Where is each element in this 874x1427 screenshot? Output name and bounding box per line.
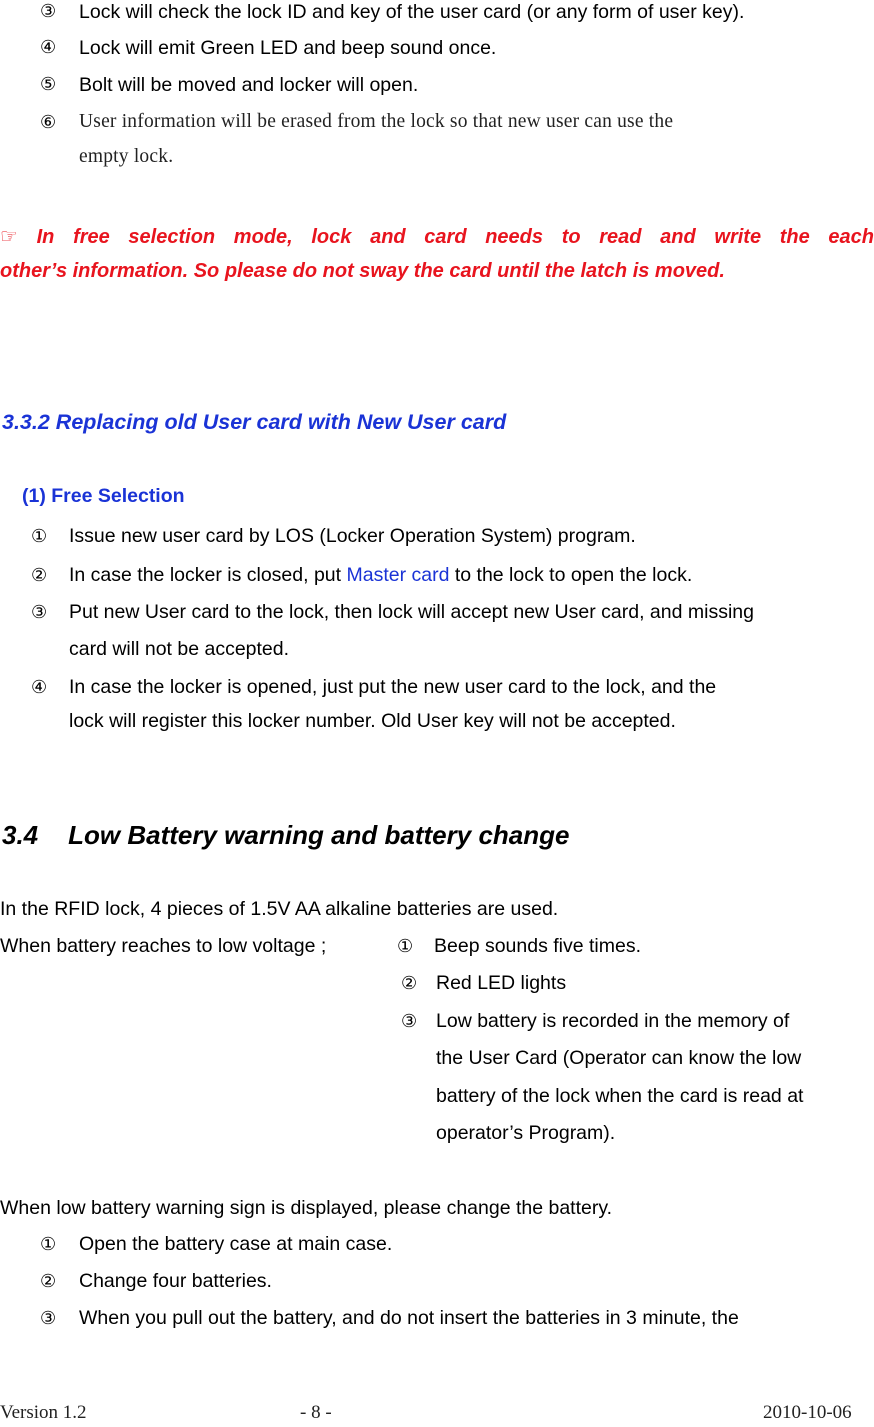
paragraph: In the RFID lock, 4 pieces of 1.5V AA alkaline batteries are used. (0, 898, 559, 920)
paragraph: When low battery warning sign is displayed, please change the battery. (0, 1197, 613, 1219)
list-item-text-continued: battery of the lock when the card is read at (436, 1085, 804, 1107)
list-item-text-continued: card will not be accepted. (69, 638, 290, 660)
section-heading-3-4 (2, 820, 569, 851)
list-item-text: Red LED lights (436, 972, 567, 994)
list-item-text: Issue new user card by LOS (Locker Operation System) program. (69, 525, 636, 547)
list-marker: ① (40, 1234, 57, 1255)
list-item-text-continued: operator’s Program). (436, 1122, 616, 1144)
list-item-text: Bolt will be moved and locker will open. (79, 74, 419, 96)
list-item-text: Lock will check the lock ID and key of the user card (or any form of user key). (79, 1, 745, 23)
pointing-hand-icon: ☞ (0, 224, 18, 248)
list-marker: ① (31, 526, 48, 547)
list-marker: ④ (31, 677, 48, 698)
list-marker: ② (401, 973, 418, 994)
list-item-text: In case the locker is closed, put Master card to the lock to open the lock. (69, 564, 693, 586)
list-marker: ⑤ (40, 74, 57, 95)
list-item-text: Lock will emit Green LED and beep sound once. (79, 37, 497, 59)
list-marker: ③ (40, 1308, 57, 1329)
list-marker: ⑥ (40, 112, 57, 133)
list-item-text: Put new User card to the lock, then lock will accept new User card, and missing (69, 601, 754, 623)
list-marker: ② (31, 565, 48, 586)
footer-date: 2010-10-06 (763, 1402, 852, 1423)
note-line-2: other’s information. So please do not sway the card until the latch is moved. (0, 260, 725, 282)
paragraph: When battery reaches to low voltage ; (0, 935, 327, 957)
section-number: 3.4 (2, 820, 39, 850)
list-marker: ① (397, 936, 414, 957)
list-item-text: Beep sounds five times. (434, 935, 642, 957)
list-marker: ③ (401, 1011, 418, 1032)
list-item-text-continued: lock will register this locker number. Old User key will not be accepted. (69, 710, 676, 732)
list-item-text: Low battery is recorded in the memory of (436, 1010, 790, 1032)
footer-version: Version 1.2 (0, 1402, 87, 1423)
list-item-text-continued: empty lock. (79, 146, 174, 167)
list-marker: ③ (40, 1, 57, 22)
note-line-1 (0, 224, 874, 249)
master-card-highlight: Master card (346, 564, 450, 586)
list-marker: ③ (31, 602, 48, 623)
list-marker: ④ (40, 37, 57, 58)
subsection-heading-free-selection: (1) Free Selection (22, 485, 185, 507)
list-item-text: Change four batteries. (79, 1270, 272, 1292)
list-item-text: Open the battery case at main case. (79, 1233, 393, 1255)
section-heading-3-3-2: 3.3.2 Replacing old User card with New User card (2, 410, 507, 434)
list-item-text-continued: the User Card (Operator can know the low (436, 1047, 802, 1069)
section-title: Low Battery warning and battery change (68, 820, 570, 850)
list-item-text: When you pull out the battery, and do not insert the batteries in 3 minute, the (79, 1307, 739, 1329)
note-text: In free selection mode, lock and card needs to read and write the each (36, 226, 874, 248)
list-item-text: User information will be erased from the lock so that new user can use the (79, 111, 674, 132)
list-marker: ② (40, 1271, 57, 1292)
footer-page-number: - 8 - (300, 1402, 332, 1423)
list-item-text: In case the locker is opened, just put the new user card to the lock, and the (69, 676, 717, 698)
